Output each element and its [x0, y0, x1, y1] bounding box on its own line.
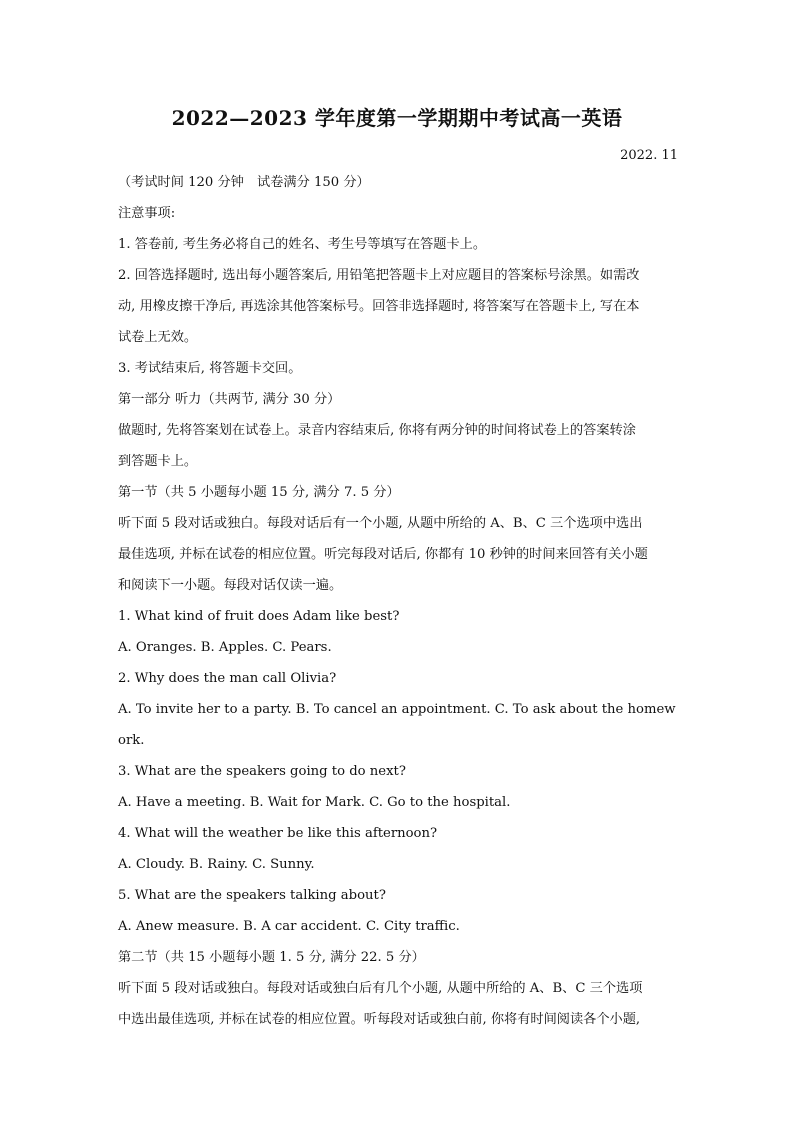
- part-1-instruction-line-2: 到答题卡上。: [118, 454, 198, 469]
- section-1-heading: 第一节（共 5 小题每小题 15 分, 满分 7. 5 分）: [118, 485, 400, 500]
- notice-item-2-line-1: 2. 回答选择题时, 选出每小题答案后, 用铅笔把答题卡上对应题目的答案标号涂黑。如需改: [118, 268, 640, 283]
- question-2: 2. Why does the man call Olivia?: [118, 671, 337, 686]
- part-1-instruction-line-1: 做题时, 先将答案划在试卷上。录音内容结束后, 你将有两分钟的时间将试卷上的答案转涂: [118, 423, 636, 438]
- section-2-heading: 第二节（共 15 小题每小题 1. 5 分, 满分 22. 5 分）: [118, 950, 425, 965]
- section-1-instruction-line-1: 听下面 5 段对话或独白。每段对话后有一个小题, 从题中所给的 A、B、C 三个选项中选出: [118, 516, 643, 531]
- notice-item-1: 1. 答卷前, 考生务必将自己的姓名、考生号等填写在答题卡上。: [118, 237, 487, 252]
- section-1-instruction-line-3: 和阅读下一小题。每段对话仅读一遍。: [118, 578, 343, 593]
- notice-item-3: 3. 考试结束后, 将答题卡交回。: [118, 361, 302, 376]
- notice-item-2-line-3: 试卷上无效。: [118, 330, 198, 345]
- exam-title: 2022—2023 学年度第一学期期中考试高一英语: [171, 106, 623, 130]
- notice-item-2-line-2: 动, 用橡皮擦干净后, 再选涂其他答案标号。回答非选择题时, 将答案写在答题卡上, 写在本: [118, 299, 640, 314]
- question-5: 5. What are the speakers talking about?: [118, 888, 386, 903]
- question-1: 1. What kind of fruit does Adam like best?: [118, 609, 400, 624]
- question-4: 4. What will the weather be like this afternoon?: [118, 826, 438, 841]
- part-1-heading: 第一部分 听力（共两节, 满分 30 分）: [118, 392, 341, 407]
- question-5-options: A. Anew measure. B. A car accident. C. City traffic.: [118, 919, 460, 934]
- question-3: 3. What are the speakers going to do next?: [118, 764, 406, 779]
- section-2-instruction-line-1: 听下面 5 段对话或独白。每段对话或独白后有几个小题, 从题中所给的 A、B、C 三个选项: [118, 981, 643, 996]
- section-2-instruction-line-2: 中选出最佳选项, 并标在试卷的相应位置。听每段对话或独白前, 你将有时间阅读各个小题,: [118, 1012, 641, 1027]
- question-4-options: A. Cloudy. B. Rainy. C. Sunny.: [118, 857, 315, 872]
- question-1-options: A. Oranges. B. Apples. C. Pears.: [118, 640, 332, 655]
- exam-date: 2022. 11: [620, 148, 678, 163]
- section-1-instruction-line-2: 最佳选项, 并标在试卷的相应位置。听完每段对话后, 你都有 10 秒钟的时间来回答有关小题: [118, 547, 648, 562]
- exam-duration-note: （考试时间 120 分钟 试卷满分 150 分）: [118, 175, 370, 190]
- question-3-options: A. Have a meeting. B. Wait for Mark. C. Go to the hospital.: [118, 795, 511, 810]
- question-2-options: A. To invite her to a party. B. To cancel an appointment. C. To ask about the homework.: [118, 702, 676, 748]
- notice-heading: 注意事项:: [118, 206, 176, 221]
